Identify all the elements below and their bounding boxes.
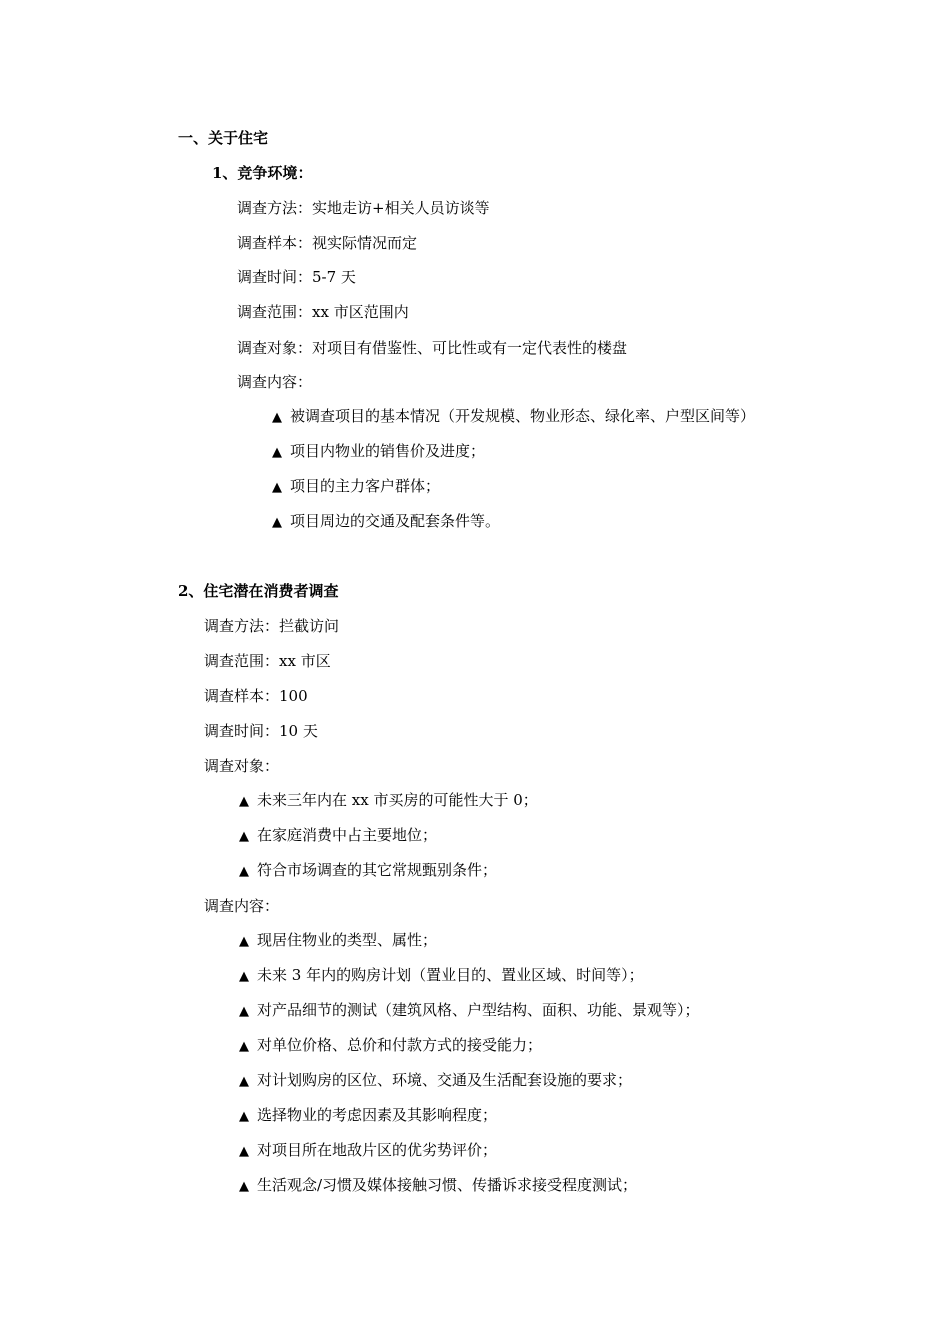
triangle-bullet-icon: ▲: [272, 445, 282, 460]
survey-method: 调查方法：拦截访问: [204, 617, 340, 635]
triangle-bullet-icon: ▲: [272, 410, 282, 425]
triangle-bullet-icon: ▲: [272, 515, 282, 530]
survey-content-label: 调查内容：: [237, 373, 313, 391]
triangle-bullet-icon: ▲: [239, 1179, 249, 1194]
survey-target-label: 调查对象：: [204, 757, 280, 775]
list-item: ▲ 符合市场调查的其它常规甄别条件；: [239, 860, 497, 882]
triangle-bullet-icon: ▲: [239, 969, 249, 984]
triangle-bullet-icon: ▲: [239, 1039, 249, 1054]
triangle-bullet-icon: ▲: [239, 1074, 249, 1089]
triangle-bullet-icon: ▲: [239, 934, 249, 949]
list-item: ▲ 被调查项目的基本情况（开发规模、物业形态、绿化率、户型区间等）: [272, 406, 755, 428]
triangle-bullet-icon: ▲: [272, 480, 282, 495]
list-item: ▲ 对项目所在地敌片区的优劣势评价；: [239, 1140, 497, 1162]
triangle-bullet-icon: ▲: [239, 864, 249, 879]
survey-sample: 调查样本：视实际情况而定: [237, 234, 418, 252]
list-item: ▲ 在家庭消费中占主要地位；: [239, 825, 437, 847]
section-heading: 一、关于住宅: [178, 129, 269, 147]
triangle-bullet-icon: ▲: [239, 1109, 249, 1124]
list-item: ▲ 项目的主力客户群体；: [272, 476, 440, 498]
list-item: ▲ 生活观念/习惯及媒体接触习惯、传播诉求接受程度测试；: [239, 1175, 637, 1197]
survey-target: 调查对象：对项目有借鉴性、可比性或有一定代表性的楼盘: [237, 339, 628, 357]
survey-time: 调查时间：5-7 天: [237, 268, 356, 286]
triangle-bullet-icon: ▲: [239, 829, 249, 844]
triangle-bullet-icon: ▲: [239, 794, 249, 809]
list-item: ▲ 对单位价格、总价和付款方式的接受能力；: [239, 1035, 542, 1057]
list-item: ▲ 项目周边的交通及配套条件等。: [272, 511, 500, 533]
list-item: ▲ 对计划购房的区位、环境、交通及生活配套设施的要求；: [239, 1070, 632, 1092]
triangle-bullet-icon: ▲: [239, 1144, 249, 1159]
list-item: ▲ 未来三年内在 xx 市买房的可能性大于 0；: [239, 790, 538, 812]
survey-scope: 调查范围：xx 市区: [204, 652, 331, 670]
triangle-bullet-icon: ▲: [239, 1004, 249, 1019]
survey-time: 调查时间：10 天: [204, 722, 318, 740]
survey-sample: 调查样本：100: [204, 687, 308, 705]
list-item: ▲ 选择物业的考虑因素及其影响程度；: [239, 1105, 497, 1127]
subsection-heading-consumers: 2、住宅潜在消费者调查: [178, 582, 339, 600]
survey-method: 调查方法：实地走访+相关人员访谈等: [237, 199, 490, 217]
survey-content-label: 调查内容：: [204, 897, 280, 915]
list-item: ▲ 对产品细节的测试（建筑风格、户型结构、面积、功能、景观等）；: [239, 1000, 700, 1022]
subsection-heading-competition: 1、竞争环境：: [212, 164, 313, 182]
list-item: ▲ 未来 3 年内的购房计划（置业目的、置业区域、时间等）；: [239, 965, 644, 987]
survey-scope: 调查范围：xx 市区范围内: [237, 303, 409, 321]
list-item: ▲ 现居住物业的类型、属性；: [239, 930, 437, 952]
list-item: ▲ 项目内物业的销售价及进度；: [272, 441, 485, 463]
